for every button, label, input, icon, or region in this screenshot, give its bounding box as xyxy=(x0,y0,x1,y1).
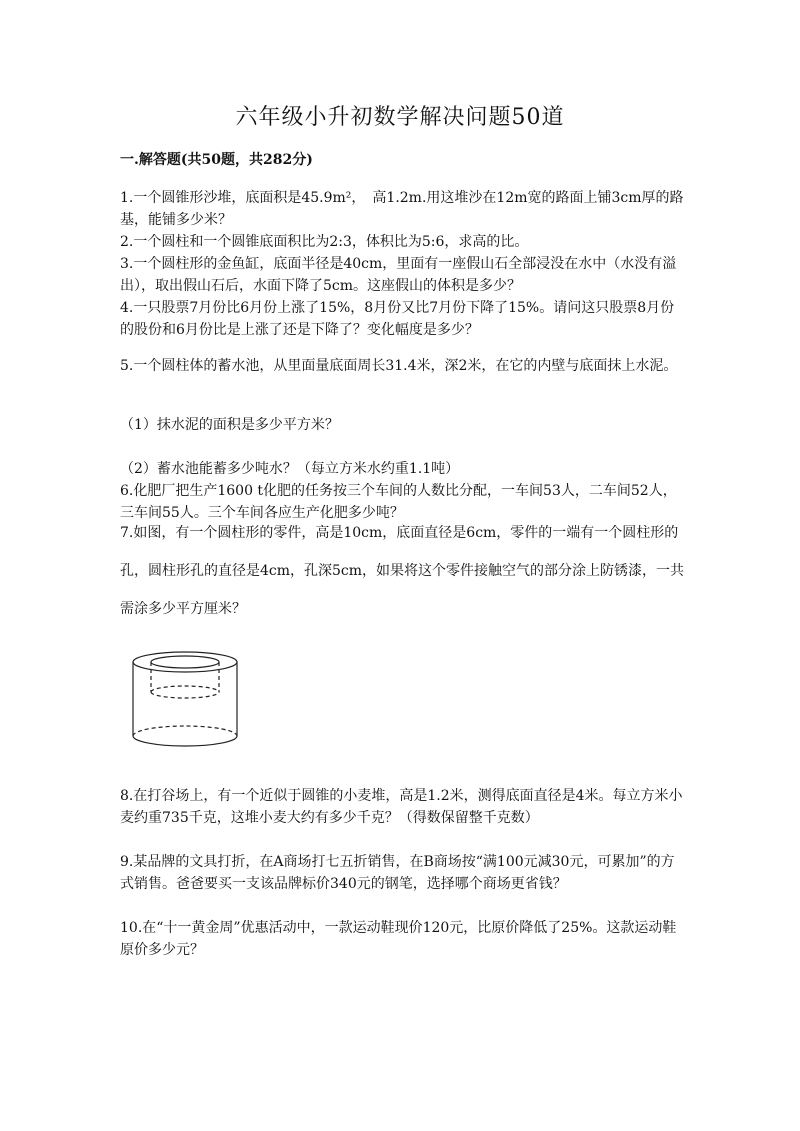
cylinder-part-figure xyxy=(125,648,255,748)
question-3: 3.一个圆柱形的金鱼缸，底面半径是40cm，里面有一座假山石全部浸没在水中（水没有溢出），取出假山石后，水面下降了5cm。这座假山的体积是多少？ xyxy=(120,256,677,294)
question-7: 7.如图，有一个圆柱形的零件，高是10cm，底面直径是6cm，零件的一端有一个圆柱形的孔，圆柱形孔的直径是4cm，孔深5cm，如果将这个零件接触空气的部分涂上防锈漆，一共需涂多少平方厘米？ xyxy=(120,525,685,617)
page-title: 六年级小升初数学解决问题50道 xyxy=(235,105,565,130)
question-10: 10.在“十一黄金周”优惠活动中，一款运动鞋现价120元，比原价降低了25%。这款运动鞋原价多少元？ xyxy=(120,920,677,958)
question-5: 5.一个圆柱体的蓄水池，从里面量底面周长31.4米，深2米，在它的内壁与底面抹上水泥。 xyxy=(120,358,678,374)
question-8: 8.在打谷场上，有一个近似于圆锥的小麦堆，高是1.2米，测得底面直径是4米。每立方米小麦约重735千克，这堆小麦大约有多少千克？（得数保留整千克数） xyxy=(120,788,683,826)
question-5-part-1: （1）抹水泥的面积是多少平方米？ xyxy=(120,417,339,433)
question-4: 4.一只股票7月份比6月份上涨了15%，8月份又比7月份下降了15%。请问这只股票8月份的股份和6月份比是上涨了还是下降了？变化幅度是多少？ xyxy=(120,300,675,338)
section-heading: 一.解答题(共50题，共282分) xyxy=(120,152,313,168)
question-1: 1.一个圆锥形沙堆，底面积是45.9m²， 高1.2m.用这堆沙在12m宽的路面上铺3cm厚的路基，能铺多少米？ xyxy=(120,190,684,228)
question-6: 6.化肥厂把生产1600 t化肥的任务按三个车间的人数比分配，一车间53人，二车间52人，三车间55人。三个车间各应生产化肥多少吨？ xyxy=(120,483,677,521)
question-2: 2.一个圆柱和一个圆锥底面积比为2:3，体积比为5:6，求高的比。 xyxy=(120,234,529,250)
question-9: 9.某品牌的文具打折，在A商场打七五折销售，在B商场按“满100元减30元，可累加”的方式销售。爸爸要买一支该品牌标价340元的钢笔，选择哪个商场更省钱？ xyxy=(120,854,675,892)
question-5-part-2: （2）蓄水池能蓄多少吨水？（每立方米水约重1.1吨） xyxy=(120,461,460,477)
